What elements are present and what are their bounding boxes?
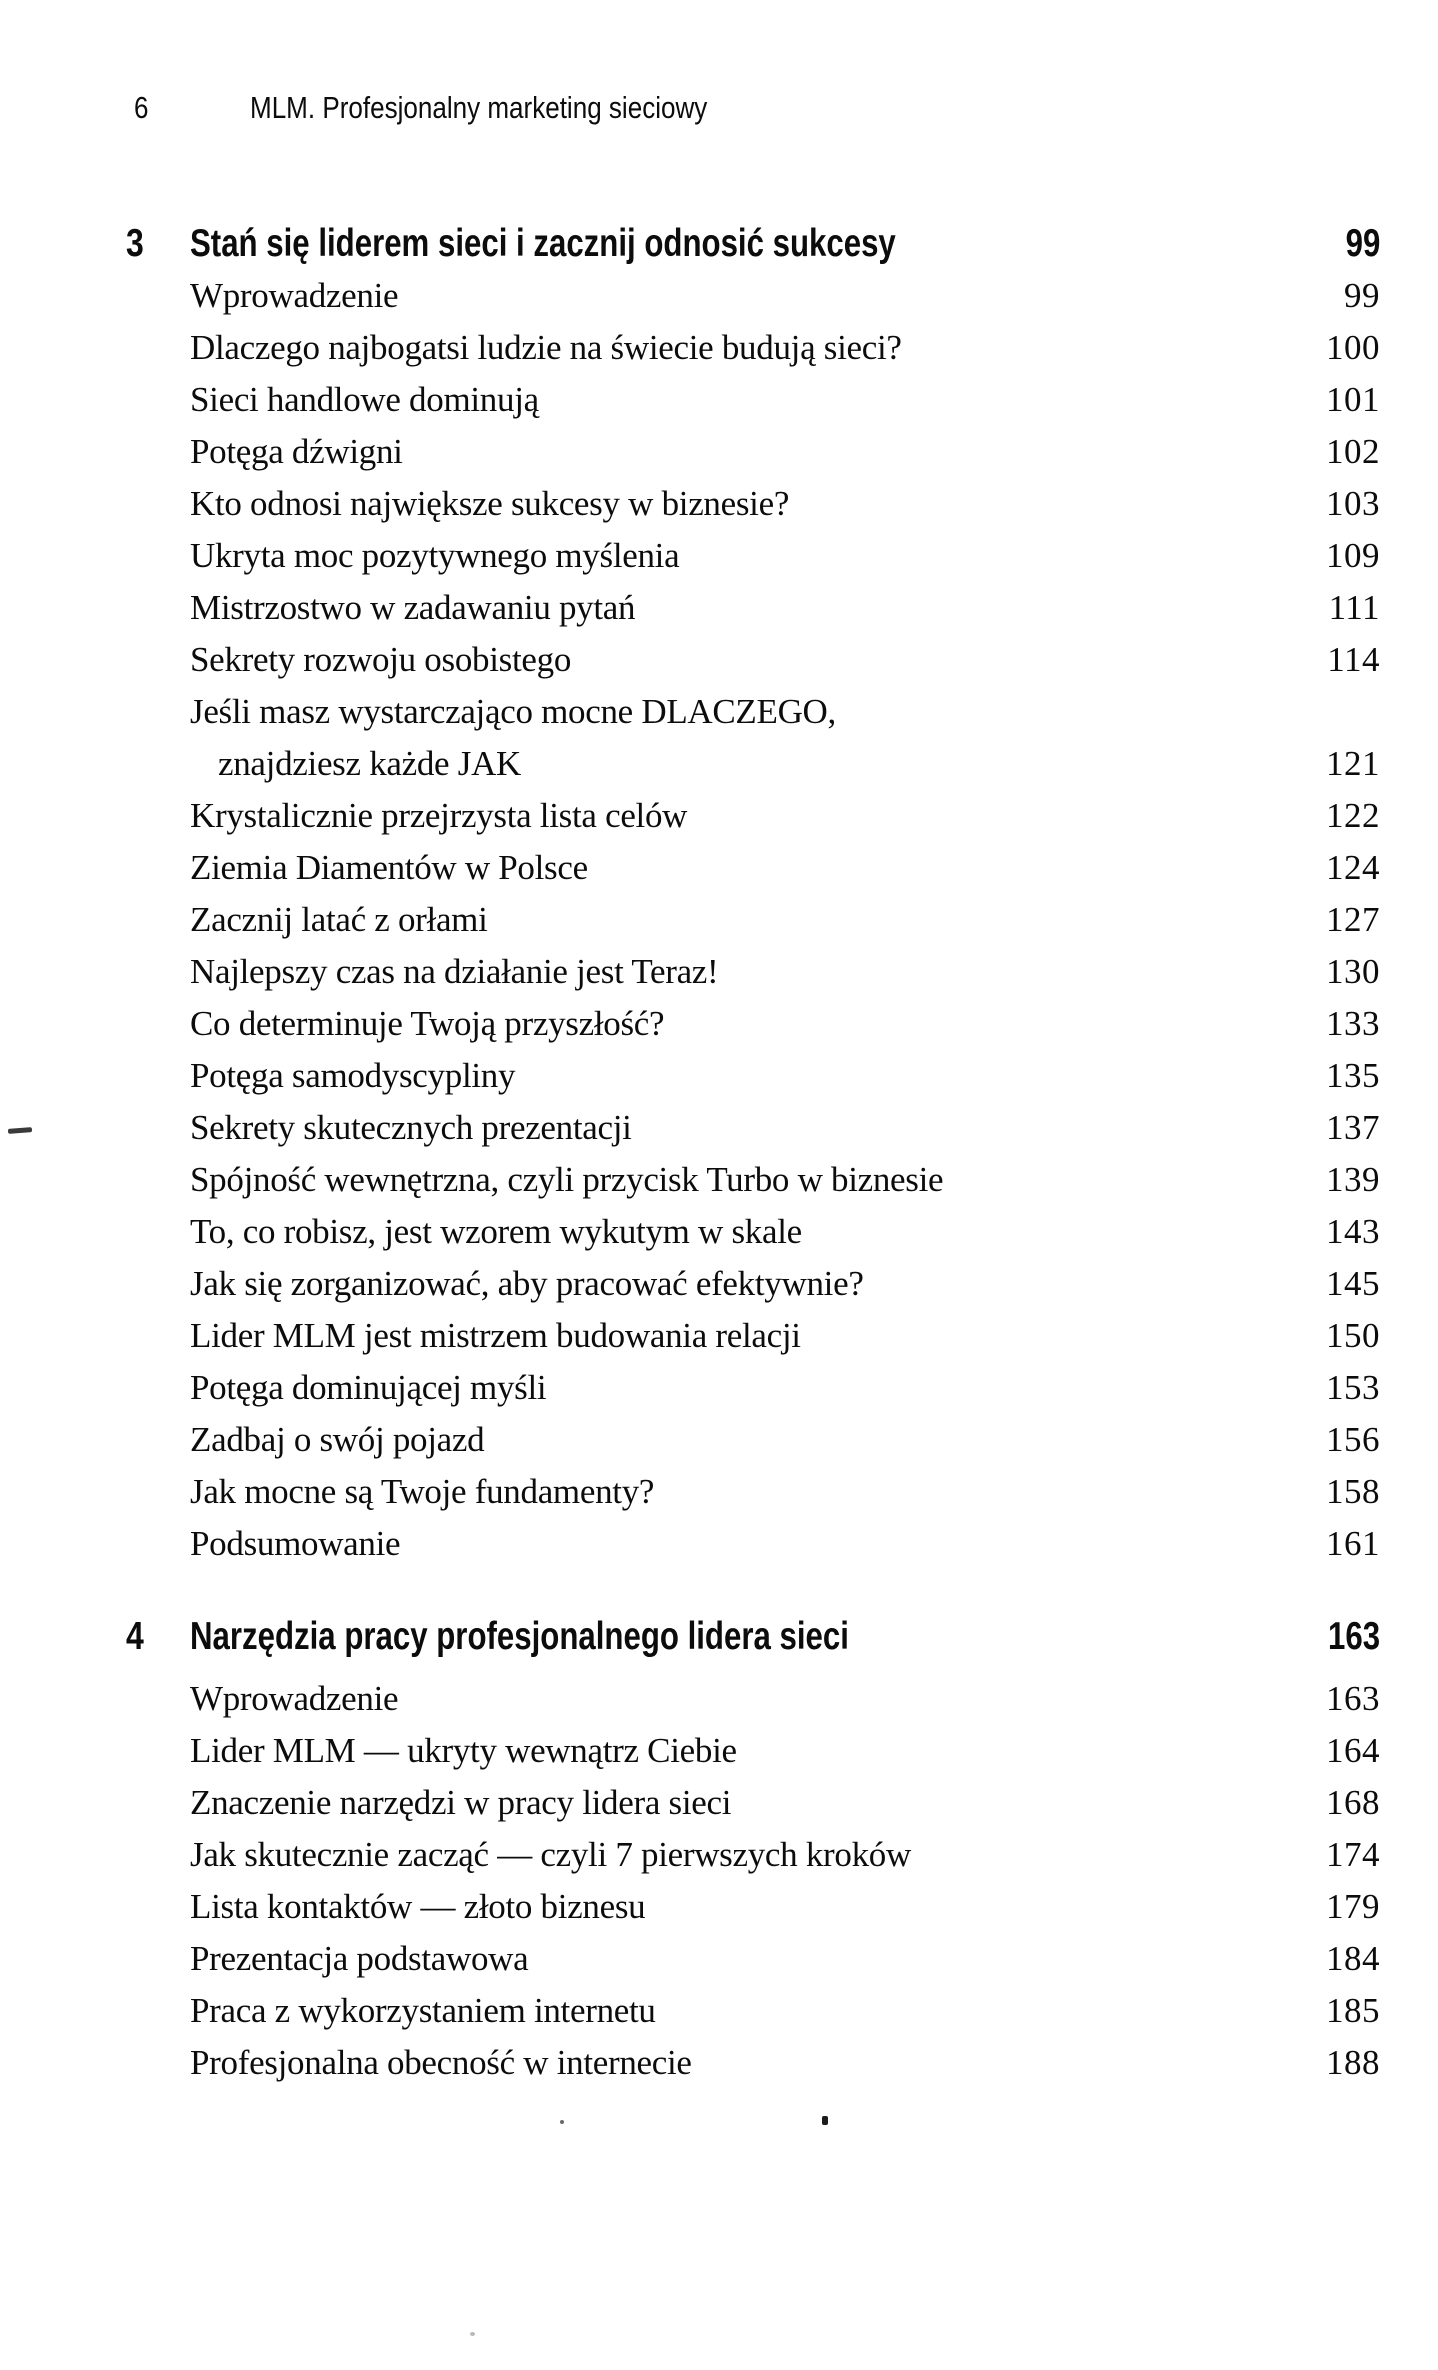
toc-entry-title: Znaczenie narzędzi w pracy lidera sieci	[190, 1783, 732, 1822]
toc-entry-title: Zadbaj o swój pojazd	[190, 1420, 485, 1459]
toc-entry-page-number: 99	[1344, 276, 1380, 315]
toc-entry-page-number: 153	[1326, 1368, 1380, 1407]
toc-entry-title: Najlepszy czas na działanie jest Teraz!	[190, 952, 719, 991]
toc-entry-page-number: 168	[1326, 1783, 1380, 1822]
toc-entry-title: Prezentacja podstawowa	[190, 1939, 529, 1978]
toc-entry	[190, 842, 1380, 894]
toc-entry-page-number: 121	[1326, 744, 1380, 783]
toc-entry	[190, 1725, 1380, 1777]
toc-entry-title: Lider MLM jest mistrzem budowania relacji	[190, 1316, 801, 1355]
toc-entry-page-number: 100	[1326, 328, 1380, 367]
toc-entry	[190, 1881, 1380, 1933]
toc-entry-page-number: 161	[1326, 1524, 1380, 1563]
toc-entry	[190, 1362, 1380, 1414]
toc-entry-page-number: 164	[1326, 1731, 1380, 1770]
toc-entry-page-number: 127	[1326, 900, 1380, 939]
toc-entry-title: Wprowadzenie	[190, 1679, 399, 1718]
toc-entry	[190, 1673, 1380, 1725]
toc-entry-title: Jak mocne są Twoje fundamenty?	[190, 1472, 655, 1511]
toc-entry	[190, 1154, 1380, 1206]
toc-entry-title: Podsumowanie	[190, 1524, 401, 1563]
toc-entry-page-number: 101	[1326, 380, 1380, 419]
toc-entry-title: Potęga samodyscypliny	[190, 1056, 516, 1095]
toc-entry-page-number: 102	[1326, 432, 1380, 471]
toc-entry-title: Wprowadzenie	[190, 276, 399, 315]
chapter-4-section	[0, 1611, 1438, 2089]
toc-entry-page-number: 130	[1326, 952, 1380, 991]
toc-entry	[190, 1206, 1380, 1258]
toc-entry-title: Mistrzostwo w zadawaniu pytań	[190, 588, 636, 627]
toc-entry-page-number: 145	[1326, 1264, 1380, 1303]
folio-page-number: 6	[134, 90, 149, 125]
running-header	[0, 88, 1438, 132]
toc-entry	[190, 322, 1380, 374]
chapter-number: 4	[126, 1615, 144, 1658]
toc-entry-page-number: 163	[1326, 1679, 1380, 1718]
toc-entry-page-number: 137	[1326, 1108, 1380, 1147]
toc-entry-page-number: 184	[1326, 1939, 1380, 1978]
chapter-heading	[126, 1611, 1380, 1663]
toc-entry-page-number: 179	[1326, 1887, 1380, 1926]
toc-entry-page-number: 133	[1326, 1004, 1380, 1043]
chapter-3-section	[0, 218, 1438, 1570]
toc-entry	[190, 1102, 1380, 1154]
chapter-entries	[190, 270, 1380, 1570]
toc-entry	[190, 270, 1380, 322]
chapter-entries	[190, 1673, 1380, 2089]
toc-entry-title: Potęga dominującej myśli	[190, 1368, 547, 1407]
toc-entry-title: Spójność wewnętrzna, czyli przycisk Turbo w biznesie	[190, 1160, 944, 1199]
toc-entry	[190, 426, 1380, 478]
toc-entry	[190, 1310, 1380, 1362]
toc-entry-title: Krystalicznie przejrzysta lista celów	[190, 796, 688, 835]
toc-entry-page-number: 156	[1326, 1420, 1380, 1459]
toc-entry-title: Kto odnosi największe sukcesy w biznesie?	[190, 484, 790, 523]
toc-entry	[190, 790, 1380, 842]
scan-speck	[470, 2332, 475, 2336]
toc-entry	[190, 998, 1380, 1050]
toc-entry	[190, 634, 1380, 686]
toc-entry-page-number: 135	[1326, 1056, 1380, 1095]
scan-speck	[560, 2120, 564, 2124]
toc-entry-page-number: 124	[1326, 848, 1380, 887]
toc-entry-title: Ukryta moc pozytywnego myślenia	[190, 536, 680, 575]
toc-entry-title: Sieci handlowe dominują	[190, 380, 539, 419]
chapter-heading	[126, 218, 1380, 270]
toc-entry-page-number: 158	[1326, 1472, 1380, 1511]
toc-entry-title: Profesjonalna obecność w internecie	[190, 2043, 692, 2082]
toc-entry-page-number: 143	[1326, 1212, 1380, 1251]
toc-entry-page-number: 150	[1326, 1316, 1380, 1355]
toc-entry-page-number: 122	[1326, 796, 1380, 835]
toc-entry	[190, 738, 1380, 790]
toc-entry-title: Jak skutecznie zacząć — czyli 7 pierwszych kroków	[190, 1835, 911, 1874]
chapter-page-number: 99	[1345, 222, 1380, 265]
toc-entry-title: Jak się zorganizować, aby pracować efektywnie?	[190, 1264, 864, 1303]
toc-entry-title: To, co robisz, jest wzorem wykutym w skale	[190, 1212, 802, 1251]
book-title: MLM. Profesjonalny marketing sieciowy	[250, 90, 708, 125]
toc-entry-page-number: 188	[1326, 2043, 1380, 2082]
toc-entry-page-number: 103	[1326, 484, 1380, 523]
toc-entry-title: Zacznij latać z orłami	[190, 900, 488, 939]
toc-entry-title: Lista kontaktów — złoto biznesu	[190, 1887, 646, 1926]
toc-entry-title: Dlaczego najbogatsi ludzie na świecie budują sieci?	[190, 328, 902, 367]
toc-entry	[190, 1518, 1380, 1570]
toc-entry-title: Potęga dźwigni	[190, 432, 403, 471]
chapter-title: Stań się liderem sieci i zacznij odnosić sukcesy	[190, 222, 896, 265]
toc-entry-title: Praca z wykorzystaniem internetu	[190, 1991, 656, 2030]
toc-entry-page-number: 109	[1326, 536, 1380, 575]
toc-entry	[190, 1414, 1380, 1466]
toc-entry-page-number: 174	[1326, 1835, 1380, 1874]
scan-speck	[822, 2116, 828, 2125]
toc-entry-title: Co determinuje Twoją przyszłość?	[190, 1004, 665, 1043]
toc-entry	[190, 1933, 1380, 1985]
toc-entry	[190, 1985, 1380, 2037]
toc-entry-page-number: 111	[1328, 588, 1380, 627]
toc-entry	[190, 1466, 1380, 1518]
toc-entry	[190, 894, 1380, 946]
toc-entry-title: znajdziesz każde JAK	[218, 744, 522, 783]
toc-entry	[190, 1777, 1380, 1829]
toc-entry	[190, 374, 1380, 426]
toc-entry	[190, 478, 1380, 530]
toc-entry-page-number: 185	[1326, 1991, 1380, 2030]
toc-entry-title: Jeśli masz wystarczająco mocne DLACZEGO,	[190, 692, 836, 731]
chapter-title: Narzędzia pracy profesjonalnego lidera sieci	[190, 1615, 849, 1658]
toc-entry	[190, 946, 1380, 998]
toc-entry-title: Sekrety skutecznych prezentacji	[190, 1108, 632, 1147]
toc-entry-title: Sekrety rozwoju osobistego	[190, 640, 572, 679]
toc-entry-page-number: 139	[1326, 1160, 1380, 1199]
chapter-number: 3	[126, 222, 144, 265]
toc-entry-title: Ziemia Diamentów w Polsce	[190, 848, 588, 887]
toc-entry-title: Lider MLM — ukryty wewnątrz Ciebie	[190, 1731, 737, 1770]
toc-entry	[190, 686, 1380, 738]
toc-entry-page-number: 114	[1327, 640, 1380, 679]
toc-entry	[190, 1050, 1380, 1102]
toc-entry	[190, 1258, 1380, 1310]
toc-entry	[190, 582, 1380, 634]
toc-entry	[190, 2037, 1380, 2089]
chapter-page-number: 163	[1327, 1615, 1380, 1658]
toc-entry	[190, 530, 1380, 582]
toc-entry	[190, 1829, 1380, 1881]
